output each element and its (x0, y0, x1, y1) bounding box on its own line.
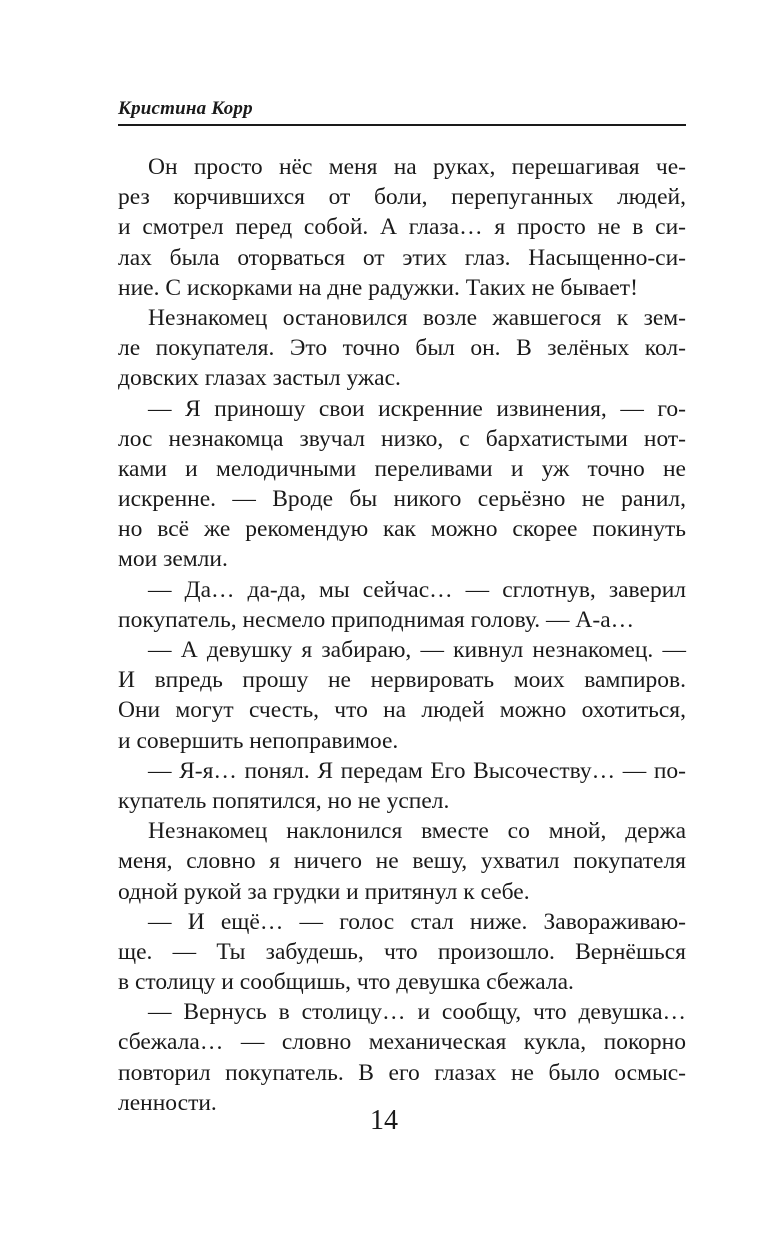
text-line: но всё же рекомендую как можно скорее покинуть (118, 516, 686, 543)
text-line: ками и мелодичными переливами и уж точно не (118, 455, 686, 482)
text-line: мои земли. (118, 546, 228, 573)
author-name: Кристина Корр (118, 98, 253, 119)
text-line: — А девушку я забираю, — кивнул незнакомец. — (148, 637, 686, 663)
text-line: искренне. — Вроде бы никого серьёзно не ранил, (118, 486, 686, 513)
page-body-text (118, 152, 686, 1118)
text-line: — Вернусь в столицу… и сообщу, что девушка… (148, 999, 686, 1026)
text-line: Незнакомец остановился возле жавшегося к зем- (148, 304, 686, 331)
text-line: И впредь прошу не нервировать моих вампиров. (118, 667, 686, 694)
text-line: покупатель, несмело приподнимая голову. — А-а… (118, 606, 635, 633)
text-line: ние. С искорками на дне радужки. Таких не бывает! (118, 274, 638, 301)
text-line: Незнакомец наклонился вместе со мной, держа (148, 818, 686, 845)
text-line: Они могут счесть, что на людей можно охотиться, (118, 697, 686, 724)
text-line: повторил покупатель. В его глазах не было осмыс- (118, 1059, 686, 1086)
text-line: и смотрел перед собой. А глаза… я просто не в си- (118, 214, 686, 241)
text-line: — Я приношу свои искренние извинения, — го- (148, 395, 686, 422)
text-line: — Да… да-да, мы сейчас… — сглотнув, заверил (148, 576, 686, 603)
text-line: ле покупателя. Это точно был он. В зелёных кол- (118, 335, 686, 362)
text-line: лах была оторваться от этих глаз. Насыщенно-си- (118, 244, 686, 271)
text-line: — И ещё… — голос стал ниже. Завораживаю- (148, 908, 686, 935)
text-line: Он просто нёс меня на руках, перешагивая че- (148, 154, 686, 180)
page-number: 14 (370, 1105, 398, 1136)
text-line: рез корчившихся от боли, перепуганных людей, (118, 184, 686, 211)
running-head (118, 96, 686, 126)
text-line: ленности. (118, 1089, 217, 1116)
text-line: купатель попятился, но не успел. (118, 787, 450, 814)
text-line: ще. — Ты забудешь, что произошло. Вернёшься (118, 938, 686, 965)
text-line: довских глазах застыл ужас. (118, 365, 401, 392)
text-line: в столицу и сообщишь, что девушка сбежала. (118, 969, 574, 996)
text-line: одной рукой за грудки и притянул к себе. (118, 878, 530, 905)
text-line: сбежала… — словно механическая кукла, покорно (118, 1029, 686, 1056)
text-line: лос незнакомца звучал низко, с бархатистыми нот- (118, 425, 686, 452)
text-line: — Я-я… понял. Я передам Его Высочеству… — по- (148, 757, 686, 784)
text-line: и совершить непоправимое. (118, 727, 399, 754)
text-line: меня, словно я ничего не вешу, ухватил покупателя (118, 848, 686, 875)
